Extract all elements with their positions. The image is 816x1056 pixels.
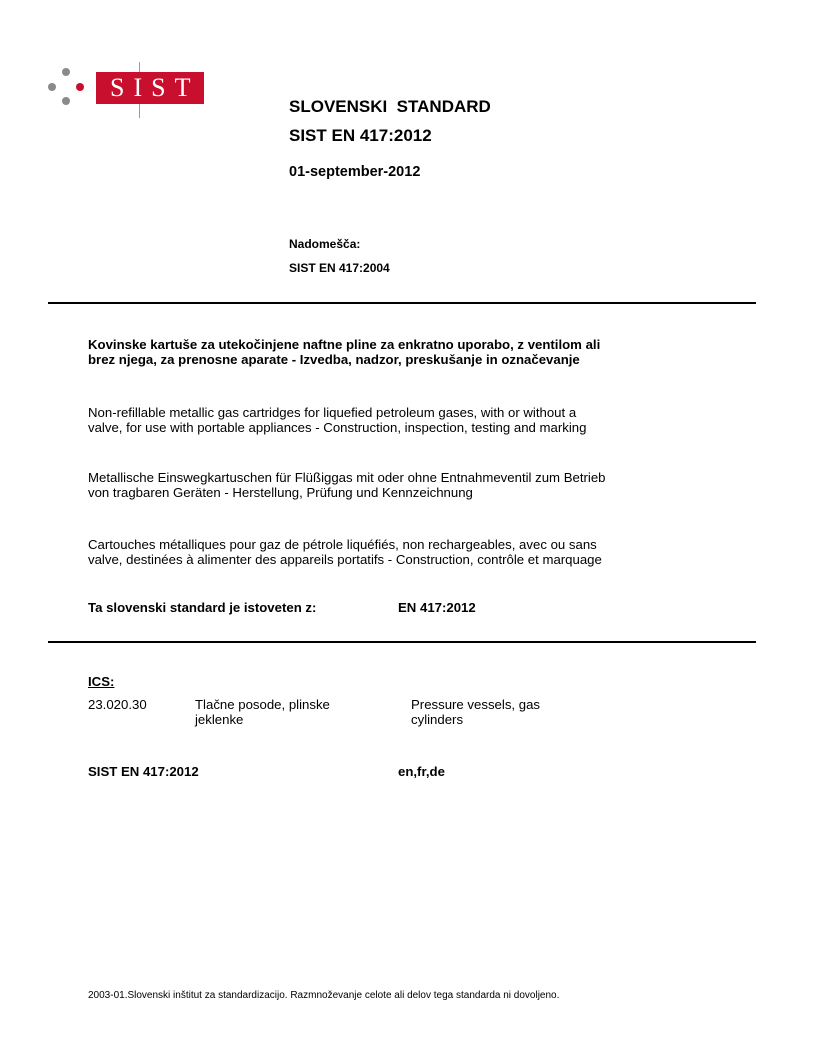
logo-dot-top [62, 68, 70, 76]
title-english-line: Non-refillable metallic gas cartridges for liquefied petroleum gases, with or without a [88, 405, 577, 420]
title-german [88, 470, 606, 500]
ics-description-en [411, 697, 540, 727]
summary-languages: en,fr,de [398, 764, 445, 779]
standard-code: SIST EN 417:2012 [289, 126, 432, 145]
ics-description-sl [195, 697, 330, 727]
replaces-label: Nadomešča: [289, 237, 361, 251]
logo-dot-left [48, 83, 56, 91]
summary-code: SIST EN 417:2012 [88, 764, 199, 779]
ics-sl-line: Tlačne posode, plinske [195, 697, 330, 712]
logo-dot-right [76, 83, 84, 91]
logo-wordmark: SIST [96, 72, 204, 104]
title-german-line: von tragbaren Geräten - Herstellung, Prüfung und Kennzeichnung [88, 485, 473, 500]
ics-sl-line: jeklenke [195, 712, 244, 727]
identical-value: EN 417:2012 [398, 600, 476, 615]
divider-bottom [48, 641, 756, 643]
ics-code: 23.020.30 [88, 697, 147, 712]
title-french-line: Cartouches métalliques pour gaz de pétrole liquéfiés, non rechargeables, avec ou sans [88, 537, 597, 552]
publication-date: 01-september-2012 [289, 164, 421, 180]
identical-label: Ta slovenski standard je istoveten z: [88, 600, 317, 615]
divider-top [48, 302, 756, 304]
standard-heading: SLOVENSKI STANDARD [289, 97, 491, 116]
title-french-line: valve, destinées à alimenter des appareils portatifs - Construction, contrôle et marquage [88, 552, 602, 567]
title-english [88, 405, 586, 435]
replaces-value: SIST EN 417:2004 [289, 261, 390, 275]
title-french [88, 537, 602, 567]
title-slovenian [88, 337, 600, 367]
ics-label: ICS: [88, 674, 115, 689]
logo-dot-bottom [62, 97, 70, 105]
ics-en-line: cylinders [411, 712, 464, 727]
title-english-line: valve, for use with portable appliances - Construction, inspection, testing and marking [88, 420, 587, 435]
title-slovenian-line: brez njega, za prenosne aparate - Izvedba, nadzor, preskušanje in označevanje [88, 352, 580, 367]
ics-en-line: Pressure vessels, gas [411, 697, 540, 712]
copyright-footer: 2003-01.Slovenski inštitut za standardizacijo. Razmnoževanje celote ali delov tega standarda ni dovoljeno. [88, 990, 560, 1001]
title-german-line: Metallische Einswegkartuschen für Flüßiggas mit oder ohne Entnahmeventil zum Betrieb [88, 470, 606, 485]
title-slovenian-line: Kovinske kartuše za utekočinjene naftne pline za enkratno uporabo, z ventilom ali [88, 337, 601, 352]
